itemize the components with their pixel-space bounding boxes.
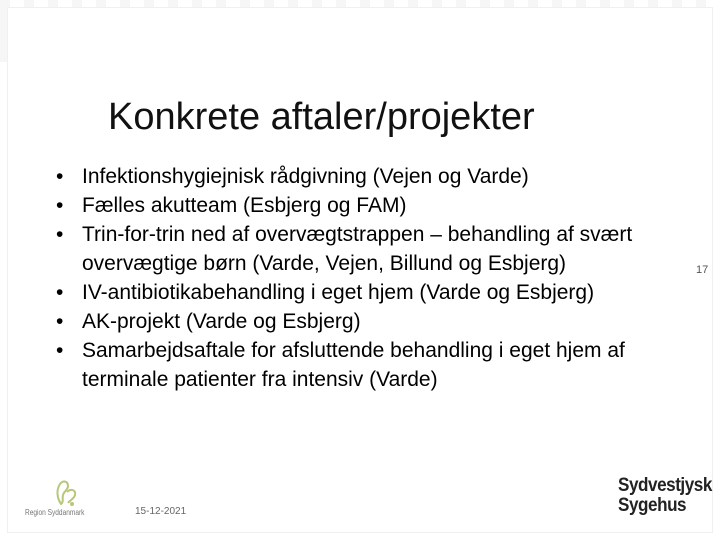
bullet-item: • Fælles akutteam (Esbjerg og FAM) — [52, 191, 682, 220]
footer-date: 15-12-2021 — [135, 506, 187, 517]
bullet-item: • Trin-for-trin ned af overvægtstrappen – behandling af svært overvægtige børn (Varde, Vejen, Billund og Esbjerg) — [52, 220, 682, 278]
slide-title: Konkrete aftaler/projekter — [108, 96, 535, 138]
bullet-dot: • — [56, 310, 64, 333]
region-logo-icon — [53, 478, 79, 508]
bullet-dot: • — [56, 339, 64, 362]
bullet-item: • Infektionshygiejnisk rådgivning (Vejen og Varde) — [52, 162, 682, 191]
bullet-dot: • — [56, 194, 64, 217]
bullet-list — [52, 162, 682, 394]
bullet-item: • AK-projekt (Varde og Esbjerg) — [52, 307, 682, 336]
hospital-logo-line1: Sydvestjysk — [618, 475, 712, 496]
region-syddanmark-logo — [25, 478, 105, 518]
page-number: 17 — [696, 264, 709, 276]
hospital-logo-line2: Sygehus — [618, 495, 687, 516]
bullet-dot: • — [56, 223, 64, 246]
bullet-dot: • — [56, 281, 64, 304]
bullet-item: • Samarbejdsaftale for afsluttende behandling i eget hjem af terminale patienter fra intensiv (Varde) — [52, 336, 682, 394]
sydvestjysk-sygehus-logo — [618, 476, 712, 516]
bullet-item: • IV-antibiotikabehandling i eget hjem (Varde og Esbjerg) — [52, 278, 682, 307]
region-logo-text: Region Syddanmark — [25, 508, 85, 517]
bullet-dot: • — [56, 165, 64, 188]
